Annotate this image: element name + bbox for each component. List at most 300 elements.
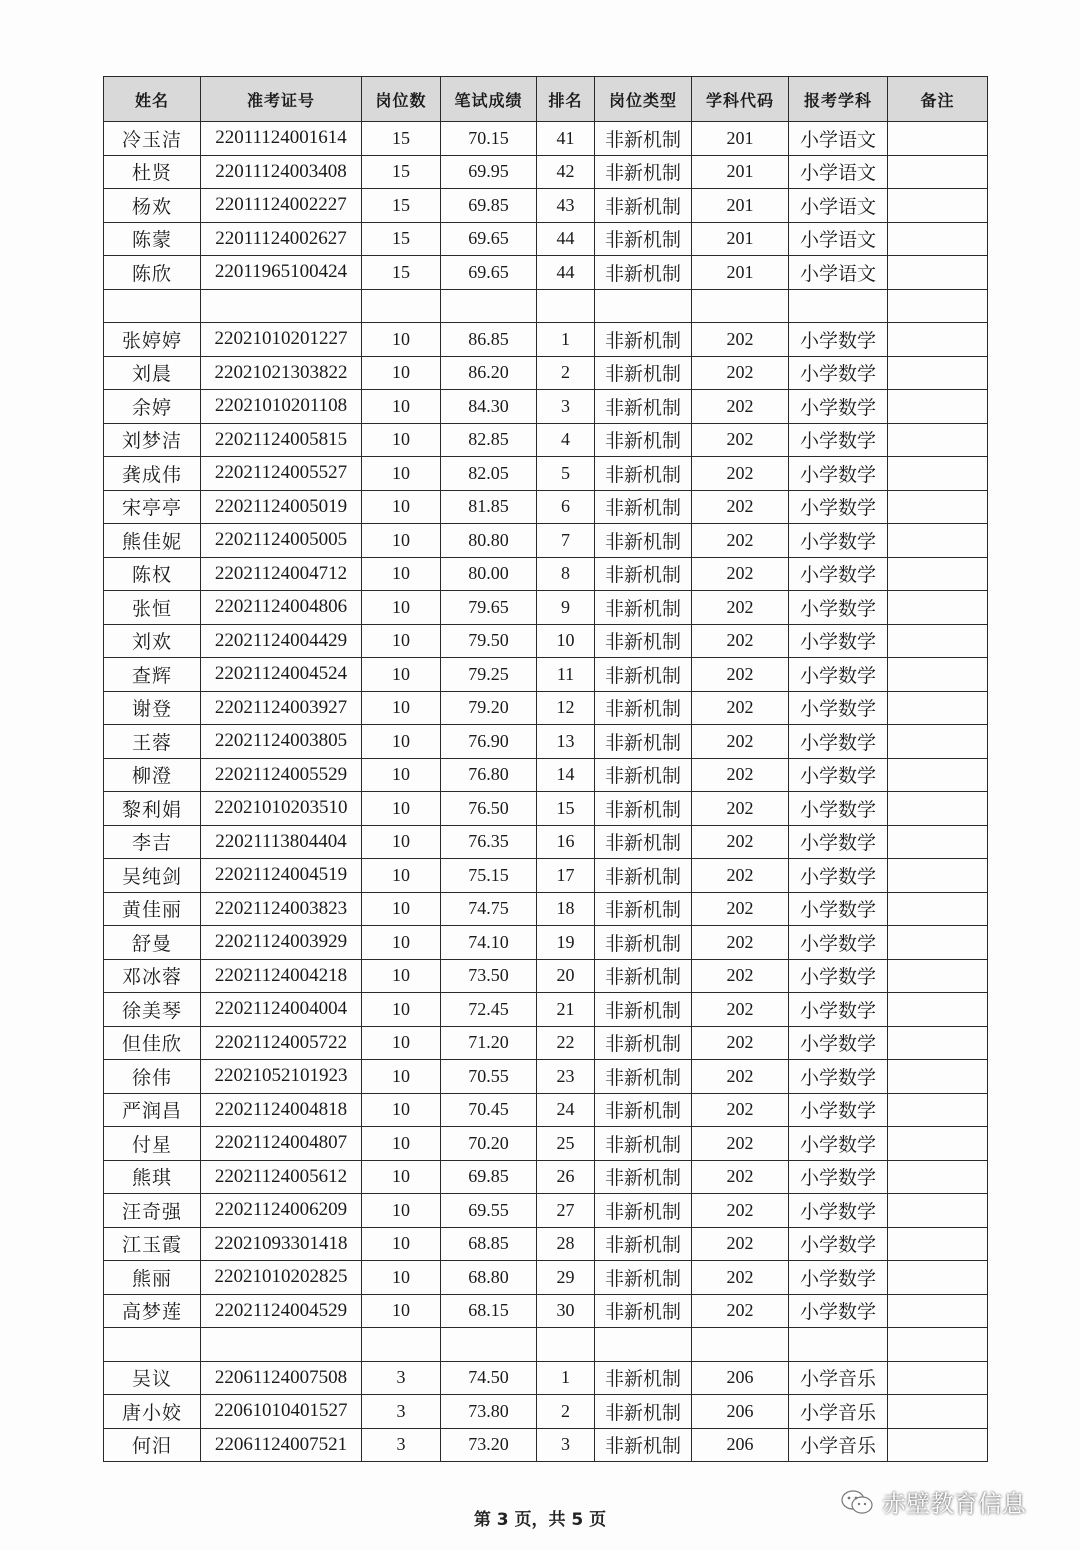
cell-ticket-number: 22021124004807 (201, 1127, 362, 1161)
cell-name (104, 1328, 201, 1362)
cell-subject-code: 202 (692, 557, 789, 591)
cell-subject: 小学数学 (789, 591, 888, 625)
cell-subject: 小学数学 (789, 1194, 888, 1228)
cell-subject-code: 202 (692, 1160, 789, 1194)
cell-remarks (888, 323, 988, 357)
cell-remarks (888, 289, 988, 323)
cell-name: 高梦莲 (104, 1294, 201, 1328)
cell-ticket-number: 22021010203510 (201, 792, 362, 826)
cell-post-count: 10 (362, 993, 441, 1027)
cell-name: 汪奇强 (104, 1194, 201, 1228)
table-row (104, 423, 988, 457)
cell-written-score: 79.65 (441, 591, 537, 625)
cell-rank: 22 (537, 1026, 595, 1060)
cell-rank: 20 (537, 959, 595, 993)
cell-remarks (888, 1395, 988, 1429)
cell-remarks (888, 423, 988, 457)
cell-rank: 1 (537, 323, 595, 357)
cell-remarks (888, 256, 988, 290)
cell-post-type: 非新机制 (595, 926, 692, 960)
cell-remarks (888, 356, 988, 390)
cell-name: 杜贤 (104, 155, 201, 189)
cell-rank: 27 (537, 1194, 595, 1228)
cell-ticket-number: 22061010401527 (201, 1395, 362, 1429)
cell-subject-code: 201 (692, 155, 789, 189)
table-row (104, 691, 988, 725)
table-row (104, 390, 988, 424)
cell-subject: 小学语文 (789, 256, 888, 290)
cell-subject-code: 202 (692, 859, 789, 893)
table-row (104, 122, 988, 156)
cell-name: 熊丽 (104, 1261, 201, 1295)
cell-post-count: 10 (362, 1227, 441, 1261)
header-row (104, 77, 988, 122)
table-row (104, 490, 988, 524)
cell-ticket-number: 22011124002627 (201, 222, 362, 256)
cell-remarks (888, 457, 988, 491)
cell-subject: 小学数学 (789, 1227, 888, 1261)
cell-rank: 7 (537, 524, 595, 558)
header-remarks: 备注 (888, 77, 988, 122)
cell-name: 江玉霞 (104, 1227, 201, 1261)
cell-name: 刘欢 (104, 624, 201, 658)
table-row (104, 1127, 988, 1161)
cell-ticket-number: 22021124004524 (201, 658, 362, 692)
cell-written-score: 76.80 (441, 758, 537, 792)
table-row (104, 189, 988, 223)
cell-post-type: 非新机制 (595, 222, 692, 256)
cell-subject: 小学数学 (789, 323, 888, 357)
cell-subject: 小学语文 (789, 189, 888, 223)
cell-remarks (888, 825, 988, 859)
cell-name: 黄佳丽 (104, 892, 201, 926)
table-row (104, 1395, 988, 1429)
cell-subject-code: 202 (692, 323, 789, 357)
cell-subject-code: 202 (692, 1093, 789, 1127)
table-row (104, 1160, 988, 1194)
cell-name: 吴议 (104, 1361, 201, 1395)
cell-post-type: 非新机制 (595, 959, 692, 993)
table-row (104, 792, 988, 826)
cell-remarks (888, 1093, 988, 1127)
cell-rank (537, 1328, 595, 1362)
cell-ticket-number: 22021124005612 (201, 1160, 362, 1194)
cell-subject-code: 202 (692, 524, 789, 558)
cell-ticket-number: 22021010201227 (201, 323, 362, 357)
table-row (104, 323, 988, 357)
cell-subject: 小学数学 (789, 390, 888, 424)
cell-remarks (888, 591, 988, 625)
cell-name: 熊佳妮 (104, 524, 201, 558)
cell-name: 邓冰蓉 (104, 959, 201, 993)
wechat-icon (840, 1488, 874, 1516)
cell-remarks (888, 892, 988, 926)
cell-post-count: 10 (362, 1160, 441, 1194)
table-row (104, 356, 988, 390)
cell-post-type: 非新机制 (595, 691, 692, 725)
cell-ticket-number: 22011124001614 (201, 122, 362, 156)
cell-ticket-number (201, 1328, 362, 1362)
table-row (104, 1361, 988, 1395)
cell-subject-code: 201 (692, 189, 789, 223)
cell-subject-code: 202 (692, 792, 789, 826)
cell-remarks (888, 1294, 988, 1328)
cell-post-count: 10 (362, 557, 441, 591)
cell-ticket-number: 22061124007521 (201, 1428, 362, 1462)
cell-subject-code: 202 (692, 725, 789, 759)
cell-name: 查辉 (104, 658, 201, 692)
cell-rank: 21 (537, 993, 595, 1027)
cell-post-count (362, 1328, 441, 1362)
cell-post-type: 非新机制 (595, 792, 692, 826)
cell-post-count: 3 (362, 1395, 441, 1429)
cell-written-score: 73.80 (441, 1395, 537, 1429)
cell-written-score: 76.90 (441, 725, 537, 759)
cell-remarks (888, 1026, 988, 1060)
cell-written-score: 86.85 (441, 323, 537, 357)
cell-written-score: 68.80 (441, 1261, 537, 1295)
cell-written-score: 70.15 (441, 122, 537, 156)
cell-ticket-number: 22021124005722 (201, 1026, 362, 1060)
cell-post-count: 10 (362, 390, 441, 424)
cell-post-count: 10 (362, 691, 441, 725)
table-row (104, 1261, 988, 1295)
cell-ticket-number (201, 289, 362, 323)
cell-subject-code: 202 (692, 691, 789, 725)
cell-remarks (888, 691, 988, 725)
cell-post-count: 10 (362, 1026, 441, 1060)
cell-post-count (362, 289, 441, 323)
cell-post-count: 10 (362, 859, 441, 893)
cell-remarks (888, 189, 988, 223)
cell-ticket-number: 22021124004004 (201, 993, 362, 1027)
cell-ticket-number: 22021124005019 (201, 490, 362, 524)
cell-subject-code: 202 (692, 758, 789, 792)
cell-written-score: 86.20 (441, 356, 537, 390)
cell-post-type: 非新机制 (595, 1428, 692, 1462)
cell-subject-code: 201 (692, 256, 789, 290)
cell-ticket-number: 22021124005005 (201, 524, 362, 558)
table-row (104, 758, 988, 792)
cell-rank: 15 (537, 792, 595, 826)
cell-post-count: 10 (362, 423, 441, 457)
cell-post-count: 15 (362, 256, 441, 290)
cell-post-type: 非新机制 (595, 122, 692, 156)
cell-subject-code: 202 (692, 1194, 789, 1228)
cell-remarks (888, 1328, 988, 1362)
cell-subject: 小学音乐 (789, 1395, 888, 1429)
cell-remarks (888, 993, 988, 1027)
cell-ticket-number: 22021124004806 (201, 591, 362, 625)
cell-subject-code: 206 (692, 1395, 789, 1429)
cell-rank: 9 (537, 591, 595, 625)
cell-ticket-number: 22011965100424 (201, 256, 362, 290)
table-row (104, 959, 988, 993)
cell-name: 付星 (104, 1127, 201, 1161)
cell-subject-code: 202 (692, 658, 789, 692)
cell-post-count: 3 (362, 1428, 441, 1462)
cell-written-score: 69.65 (441, 256, 537, 290)
cell-rank: 44 (537, 222, 595, 256)
cell-rank: 44 (537, 256, 595, 290)
cell-written-score (441, 1328, 537, 1362)
cell-subject-code: 201 (692, 122, 789, 156)
cell-written-score: 68.85 (441, 1227, 537, 1261)
cell-post-count: 10 (362, 1060, 441, 1094)
cell-post-type: 非新机制 (595, 758, 692, 792)
cell-remarks (888, 155, 988, 189)
cell-rank: 6 (537, 490, 595, 524)
table-row (104, 591, 988, 625)
cell-subject: 小学语文 (789, 122, 888, 156)
cell-subject-code: 202 (692, 993, 789, 1027)
cell-subject: 小学数学 (789, 658, 888, 692)
cell-subject: 小学数学 (789, 859, 888, 893)
table-row (104, 222, 988, 256)
watermark (840, 1484, 1026, 1519)
cell-subject: 小学数学 (789, 691, 888, 725)
header-post-count: 岗位数 (362, 77, 441, 122)
cell-post-type: 非新机制 (595, 624, 692, 658)
results-table (103, 76, 988, 1462)
table-row (104, 624, 988, 658)
cell-name: 陈欣 (104, 256, 201, 290)
cell-ticket-number: 22021124004519 (201, 859, 362, 893)
table-row (104, 926, 988, 960)
cell-ticket-number: 22021124004818 (201, 1093, 362, 1127)
cell-ticket-number: 22021124006209 (201, 1194, 362, 1228)
cell-post-type: 非新机制 (595, 557, 692, 591)
cell-subject: 小学数学 (789, 423, 888, 457)
table-row (104, 892, 988, 926)
cell-post-count: 10 (362, 1093, 441, 1127)
cell-rank: 8 (537, 557, 595, 591)
cell-subject: 小学数学 (789, 892, 888, 926)
cell-post-type: 非新机制 (595, 1361, 692, 1395)
cell-post-type: 非新机制 (595, 591, 692, 625)
cell-post-count: 10 (362, 1127, 441, 1161)
cell-name: 柳澄 (104, 758, 201, 792)
cell-remarks (888, 390, 988, 424)
cell-name: 舒曼 (104, 926, 201, 960)
cell-post-type: 非新机制 (595, 1395, 692, 1429)
cell-rank: 23 (537, 1060, 595, 1094)
cell-ticket-number: 22021124003927 (201, 691, 362, 725)
cell-name: 刘晨 (104, 356, 201, 390)
cell-name: 严润昌 (104, 1093, 201, 1127)
table-row (104, 557, 988, 591)
cell-subject: 小学数学 (789, 825, 888, 859)
cell-remarks (888, 624, 988, 658)
table-row (104, 1060, 988, 1094)
cell-subject-code: 206 (692, 1428, 789, 1462)
cell-remarks (888, 557, 988, 591)
cell-ticket-number: 22021010202825 (201, 1261, 362, 1295)
cell-post-count: 15 (362, 222, 441, 256)
cell-subject-code: 202 (692, 1060, 789, 1094)
cell-subject: 小学数学 (789, 1294, 888, 1328)
cell-subject-code: 202 (692, 1227, 789, 1261)
cell-written-score: 70.45 (441, 1093, 537, 1127)
cell-written-score: 71.20 (441, 1026, 537, 1060)
cell-written-score: 80.80 (441, 524, 537, 558)
cell-post-type: 非新机制 (595, 1194, 692, 1228)
cell-post-count: 10 (362, 490, 441, 524)
cell-rank: 3 (537, 1428, 595, 1462)
cell-rank: 5 (537, 457, 595, 491)
table-row (104, 457, 988, 491)
table-header (104, 77, 988, 122)
cell-subject-code: 202 (692, 1026, 789, 1060)
cell-written-score: 72.45 (441, 993, 537, 1027)
table-row (104, 256, 988, 290)
table-row (104, 1428, 988, 1462)
cell-subject: 小学数学 (789, 490, 888, 524)
cell-subject (789, 289, 888, 323)
cell-written-score: 82.85 (441, 423, 537, 457)
cell-remarks (888, 1261, 988, 1295)
cell-name: 刘梦洁 (104, 423, 201, 457)
table-row (104, 859, 988, 893)
cell-subject-code: 202 (692, 825, 789, 859)
cell-name: 但佳欣 (104, 1026, 201, 1060)
cell-ticket-number: 22011124002227 (201, 189, 362, 223)
cell-written-score: 74.75 (441, 892, 537, 926)
cell-written-score: 76.50 (441, 792, 537, 826)
cell-post-type: 非新机制 (595, 1294, 692, 1328)
cell-written-score (441, 289, 537, 323)
cell-remarks (888, 859, 988, 893)
header-post-type: 岗位类型 (595, 77, 692, 122)
cell-ticket-number: 22021124005529 (201, 758, 362, 792)
cell-ticket-number: 22061124007508 (201, 1361, 362, 1395)
cell-name: 张婷婷 (104, 323, 201, 357)
cell-rank (537, 289, 595, 323)
table-row (104, 524, 988, 558)
cell-post-type (595, 289, 692, 323)
cell-ticket-number: 22021093301418 (201, 1227, 362, 1261)
cell-post-count: 10 (362, 892, 441, 926)
cell-post-type: 非新机制 (595, 423, 692, 457)
cell-name: 谢登 (104, 691, 201, 725)
cell-post-type: 非新机制 (595, 859, 692, 893)
cell-name: 龚成伟 (104, 457, 201, 491)
cell-rank: 29 (537, 1261, 595, 1295)
cell-ticket-number: 22021010201108 (201, 390, 362, 424)
cell-rank: 25 (537, 1127, 595, 1161)
cell-post-type: 非新机制 (595, 725, 692, 759)
cell-subject: 小学数学 (789, 1261, 888, 1295)
cell-rank: 26 (537, 1160, 595, 1194)
cell-written-score: 69.95 (441, 155, 537, 189)
cell-post-type: 非新机制 (595, 993, 692, 1027)
cell-subject: 小学数学 (789, 959, 888, 993)
cell-ticket-number: 22021124004429 (201, 624, 362, 658)
cell-written-score: 75.15 (441, 859, 537, 893)
cell-post-count: 10 (362, 524, 441, 558)
cell-post-type: 非新机制 (595, 892, 692, 926)
cell-subject: 小学数学 (789, 557, 888, 591)
cell-remarks (888, 524, 988, 558)
cell-rank: 3 (537, 390, 595, 424)
cell-subject-code: 202 (692, 959, 789, 993)
table-row (104, 658, 988, 692)
cell-post-count: 10 (362, 591, 441, 625)
cell-rank: 13 (537, 725, 595, 759)
table-row (104, 725, 988, 759)
table-row (104, 1294, 988, 1328)
header-written-score: 笔试成绩 (441, 77, 537, 122)
cell-written-score: 73.50 (441, 959, 537, 993)
cell-written-score: 68.15 (441, 1294, 537, 1328)
cell-rank: 28 (537, 1227, 595, 1261)
cell-ticket-number: 22021113804404 (201, 825, 362, 859)
cell-post-type: 非新机制 (595, 1127, 692, 1161)
cell-subject-code: 202 (692, 490, 789, 524)
cell-subject-code: 201 (692, 222, 789, 256)
cell-subject-code: 202 (692, 1127, 789, 1161)
cell-post-count: 10 (362, 457, 441, 491)
cell-rank: 4 (537, 423, 595, 457)
cell-subject-code: 202 (692, 356, 789, 390)
cell-post-type: 非新机制 (595, 658, 692, 692)
cell-post-type: 非新机制 (595, 155, 692, 189)
table-body (104, 122, 988, 1462)
cell-written-score: 79.20 (441, 691, 537, 725)
table-row (104, 825, 988, 859)
cell-rank: 43 (537, 189, 595, 223)
cell-ticket-number: 22021124004529 (201, 1294, 362, 1328)
cell-remarks (888, 959, 988, 993)
cell-post-type: 非新机制 (595, 1026, 692, 1060)
cell-written-score: 69.85 (441, 189, 537, 223)
cell-written-score: 73.20 (441, 1428, 537, 1462)
cell-rank: 18 (537, 892, 595, 926)
cell-ticket-number: 22021124003823 (201, 892, 362, 926)
cell-written-score: 70.55 (441, 1060, 537, 1094)
cell-post-count: 10 (362, 323, 441, 357)
cell-post-type: 非新机制 (595, 390, 692, 424)
cell-ticket-number: 22021124005815 (201, 423, 362, 457)
cell-post-type: 非新机制 (595, 1093, 692, 1127)
table-row (104, 1328, 988, 1362)
cell-post-count: 10 (362, 959, 441, 993)
cell-remarks (888, 1361, 988, 1395)
cell-remarks (888, 1428, 988, 1462)
table-row (104, 1227, 988, 1261)
cell-ticket-number: 22021124004712 (201, 557, 362, 591)
cell-post-type: 非新机制 (595, 323, 692, 357)
cell-subject-code (692, 289, 789, 323)
cell-rank: 41 (537, 122, 595, 156)
cell-written-score: 80.00 (441, 557, 537, 591)
cell-rank: 10 (537, 624, 595, 658)
cell-post-count: 10 (362, 1261, 441, 1295)
cell-remarks (888, 792, 988, 826)
cell-subject: 小学数学 (789, 356, 888, 390)
cell-remarks (888, 725, 988, 759)
table-row (104, 155, 988, 189)
cell-remarks (888, 1160, 988, 1194)
cell-name: 余婷 (104, 390, 201, 424)
cell-remarks (888, 1227, 988, 1261)
cell-name: 冷玉洁 (104, 122, 201, 156)
cell-rank: 17 (537, 859, 595, 893)
table-row (104, 1194, 988, 1228)
cell-subject: 小学语文 (789, 222, 888, 256)
cell-post-count: 15 (362, 189, 441, 223)
cell-post-count: 10 (362, 758, 441, 792)
